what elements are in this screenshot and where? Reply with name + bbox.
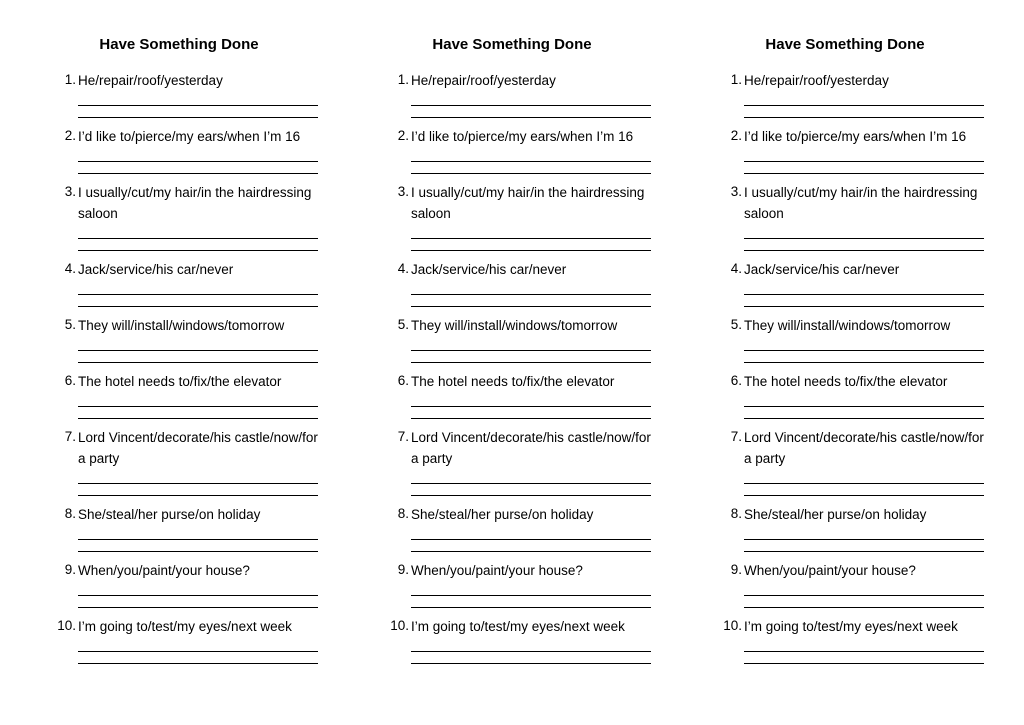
answer-line[interactable]: [411, 406, 651, 407]
exercise-item: [716, 126, 1006, 182]
exercise-item: [716, 315, 1006, 371]
exercise-item: [383, 70, 673, 126]
answer-line[interactable]: [411, 483, 651, 484]
answer-line[interactable]: [411, 495, 651, 496]
exercise-item: [716, 182, 1006, 259]
item-prompt: He/repair/roof/yesterday: [78, 73, 223, 88]
answer-line[interactable]: [78, 406, 318, 407]
item-number: 7.: [397, 429, 409, 444]
answer-line[interactable]: [78, 418, 318, 419]
answer-line[interactable]: [411, 294, 651, 295]
item-number: 5.: [730, 317, 742, 332]
item-prompt: I’d like to/pierce/my ears/when I’m 16: [744, 129, 967, 144]
answer-line[interactable]: [411, 418, 651, 419]
item-prompt: They will/install/windows/tomorrow: [78, 318, 285, 333]
answer-line[interactable]: [744, 607, 984, 608]
item-number: 10.: [723, 618, 742, 633]
item-prompt: Lord Vincent/decorate/his castle/now/for a party: [744, 430, 984, 466]
item-prompt: Jack/service/his car/never: [744, 262, 900, 277]
exercise-item: [50, 427, 340, 504]
answer-line[interactable]: [78, 551, 318, 552]
answer-line[interactable]: [411, 306, 651, 307]
answer-line[interactable]: [78, 539, 318, 540]
item-prompt: I’m going to/test/my eyes/next week: [78, 619, 292, 634]
exercise-item: [50, 259, 340, 315]
exercise-item: [383, 371, 673, 427]
answer-line[interactable]: [411, 595, 651, 596]
exercise-item: [383, 182, 673, 259]
answer-line[interactable]: [411, 663, 651, 664]
answer-line[interactable]: [78, 495, 318, 496]
answer-line[interactable]: [744, 250, 984, 251]
item-number: 3.: [397, 184, 409, 199]
answer-line[interactable]: [744, 117, 984, 118]
answer-line[interactable]: [744, 350, 984, 351]
exercise-item: [383, 560, 673, 616]
answer-line[interactable]: [744, 406, 984, 407]
answer-line[interactable]: [411, 607, 651, 608]
answer-line[interactable]: [78, 173, 318, 174]
exercise-item: [383, 126, 673, 182]
answer-line[interactable]: [411, 551, 651, 552]
item-number: 8.: [397, 506, 409, 521]
exercise-item: [716, 70, 1006, 126]
answer-line[interactable]: [78, 238, 318, 239]
item-prompt: I’m going to/test/my eyes/next week: [411, 619, 625, 634]
item-number: 1.: [64, 72, 76, 87]
answer-line[interactable]: [78, 483, 318, 484]
answer-line[interactable]: [78, 607, 318, 608]
item-prompt: I’d like to/pierce/my ears/when I’m 16: [78, 129, 301, 144]
answer-line[interactable]: [411, 350, 651, 351]
item-number: 1.: [730, 72, 742, 87]
exercise-item: [716, 371, 1006, 427]
item-number: 2.: [397, 128, 409, 143]
exercise-item: [50, 70, 340, 126]
item-number: 5.: [64, 317, 76, 332]
answer-line[interactable]: [411, 117, 651, 118]
answer-line[interactable]: [411, 238, 651, 239]
exercise-item: [383, 616, 673, 672]
answer-line[interactable]: [744, 362, 984, 363]
answer-line[interactable]: [744, 161, 984, 162]
item-prompt: They will/install/windows/tomorrow: [744, 318, 951, 333]
item-number: 5.: [397, 317, 409, 332]
item-prompt: She/steal/her purse/on holiday: [78, 507, 261, 522]
item-number: 3.: [730, 184, 742, 199]
exercise-item: [50, 560, 340, 616]
answer-line[interactable]: [744, 651, 984, 652]
exercise-item: [716, 427, 1006, 504]
answer-line[interactable]: [744, 238, 984, 239]
item-number: 10.: [390, 618, 409, 633]
answer-line[interactable]: [744, 483, 984, 484]
item-prompt: The hotel needs to/fix/the elevator: [411, 374, 615, 389]
answer-line[interactable]: [411, 362, 651, 363]
item-prompt: I usually/cut/my hair/in the hairdressing saloon: [744, 185, 978, 221]
answer-line[interactable]: [744, 551, 984, 552]
item-prompt: When/you/paint/your house?: [744, 563, 916, 578]
answer-line[interactable]: [411, 173, 651, 174]
answer-line[interactable]: [411, 651, 651, 652]
answer-line[interactable]: [744, 495, 984, 496]
item-prompt: I’m going to/test/my eyes/next week: [744, 619, 958, 634]
item-number: 6.: [397, 373, 409, 388]
answer-line[interactable]: [78, 362, 318, 363]
answer-line[interactable]: [78, 595, 318, 596]
item-number: 4.: [730, 261, 742, 276]
answer-line[interactable]: [78, 250, 318, 251]
answer-line[interactable]: [78, 105, 318, 106]
exercise-item: [383, 427, 673, 504]
exercise-item: [50, 616, 340, 672]
item-prompt: Jack/service/his car/never: [78, 262, 234, 277]
item-number: 4.: [397, 261, 409, 276]
item-prompt: I’d like to/pierce/my ears/when I’m 16: [411, 129, 634, 144]
exercise-item: [383, 504, 673, 560]
exercise-item: [716, 560, 1006, 616]
item-prompt: Lord Vincent/decorate/his castle/now/for a party: [78, 430, 318, 466]
worksheet-title: Have Something Done: [432, 36, 592, 53]
item-prompt: When/you/paint/your house?: [411, 563, 583, 578]
item-number: 6.: [730, 373, 742, 388]
item-prompt: He/repair/roof/yesterday: [744, 73, 889, 88]
answer-line[interactable]: [411, 250, 651, 251]
answer-line[interactable]: [744, 418, 984, 419]
item-prompt: The hotel needs to/fix/the elevator: [744, 374, 948, 389]
answer-line[interactable]: [744, 105, 984, 106]
answer-line[interactable]: [78, 306, 318, 307]
exercise-item: [383, 315, 673, 371]
answer-line[interactable]: [78, 350, 318, 351]
exercise-item: [50, 371, 340, 427]
answer-line[interactable]: [744, 294, 984, 295]
exercise-item: [50, 126, 340, 182]
item-number: 9.: [397, 562, 409, 577]
item-prompt: Jack/service/his car/never: [411, 262, 567, 277]
item-prompt: Lord Vincent/decorate/his castle/now/for a party: [411, 430, 651, 466]
item-number: 2.: [730, 128, 742, 143]
exercise-item: [716, 616, 1006, 672]
answer-line[interactable]: [744, 595, 984, 596]
exercise-list: [50, 70, 340, 672]
answer-line[interactable]: [78, 117, 318, 118]
item-prompt: She/steal/her purse/on holiday: [744, 507, 927, 522]
item-prompt: The hotel needs to/fix/the elevator: [78, 374, 282, 389]
item-prompt: She/steal/her purse/on holiday: [411, 507, 594, 522]
item-prompt: They will/install/windows/tomorrow: [411, 318, 618, 333]
answer-line[interactable]: [411, 539, 651, 540]
item-number: 8.: [730, 506, 742, 521]
answer-line[interactable]: [78, 294, 318, 295]
item-number: 8.: [64, 506, 76, 521]
exercise-item: [716, 504, 1006, 560]
item-number: 1.: [397, 72, 409, 87]
answer-line[interactable]: [744, 539, 984, 540]
worksheet-title: Have Something Done: [99, 36, 259, 53]
item-number: 7.: [64, 429, 76, 444]
exercise-item: [716, 259, 1006, 315]
answer-line[interactable]: [744, 663, 984, 664]
answer-line[interactable]: [744, 306, 984, 307]
answer-line[interactable]: [78, 651, 318, 652]
item-prompt: He/repair/roof/yesterday: [411, 73, 556, 88]
answer-line[interactable]: [411, 105, 651, 106]
exercise-item: [383, 259, 673, 315]
exercise-item: [50, 182, 340, 259]
item-number: 7.: [730, 429, 742, 444]
exercise-item: [50, 315, 340, 371]
answer-line[interactable]: [411, 161, 651, 162]
item-number: 3.: [64, 184, 76, 199]
item-prompt: I usually/cut/my hair/in the hairdressing saloon: [411, 185, 645, 221]
item-number: 2.: [64, 128, 76, 143]
answer-line[interactable]: [78, 663, 318, 664]
item-prompt: I usually/cut/my hair/in the hairdressing saloon: [78, 185, 312, 221]
answer-line[interactable]: [78, 161, 318, 162]
worksheet-title: Have Something Done: [765, 36, 925, 53]
item-number: 4.: [64, 261, 76, 276]
item-number: 6.: [64, 373, 76, 388]
exercise-list: [716, 70, 1006, 672]
exercise-item: [50, 504, 340, 560]
answer-line[interactable]: [744, 173, 984, 174]
item-number: 10.: [57, 618, 76, 633]
item-prompt: When/you/paint/your house?: [78, 563, 250, 578]
item-number: 9.: [730, 562, 742, 577]
item-number: 9.: [64, 562, 76, 577]
exercise-list: [383, 70, 673, 672]
